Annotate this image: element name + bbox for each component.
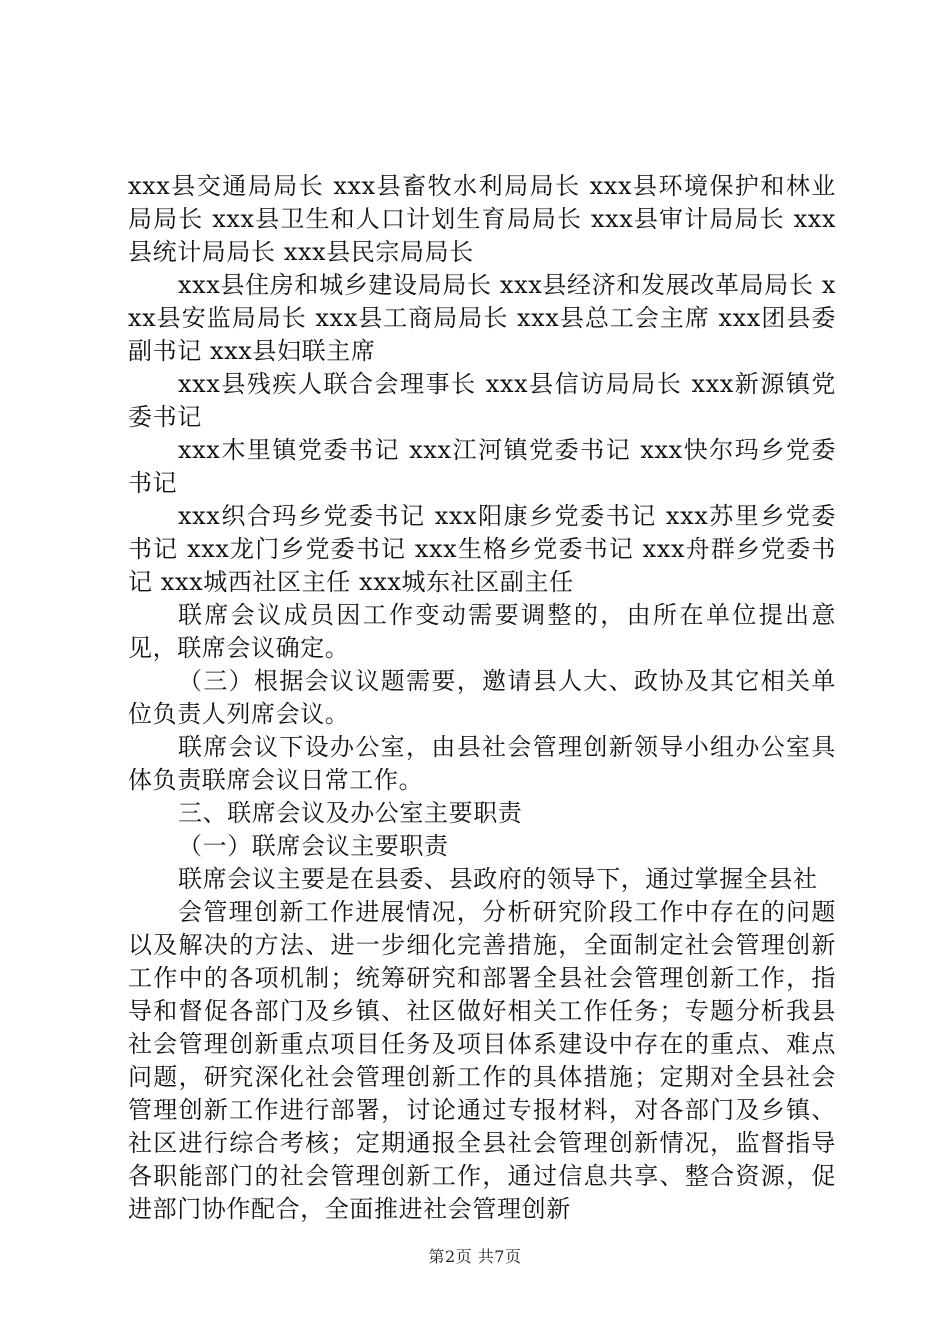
paragraph-office-setup: 联席会议下设办公室，由县社会管理创新领导小组办公室具体负责联席会议日常工作。 — [128, 733, 836, 794]
subsection-heading-meeting-duties: （一）联席会议主要职责 — [178, 832, 449, 860]
paragraph-disabled-federation: xxx县残疾人联合会理事长 xxx县信访局局长 xxx新源镇党委书记 — [128, 370, 836, 431]
paragraph-member-adjustment: 联席会议成员因工作变动需要调整的，由所在单位提出意见，联席会议确定。 — [128, 601, 836, 662]
paragraph-meeting-duties-intro: 联席会议主要是在县委、县政府的领导下，通过掌握全县社 — [178, 865, 818, 893]
paragraph-town-party-secretaries: xxx木里镇党委书记 xxx江河镇党委书记 xxx快尔玛乡党委书记 — [128, 436, 836, 497]
page-number-footer: 第2页 共7页 — [428, 1247, 522, 1266]
document-body — [128, 170, 836, 1226]
paragraph-county-bureau-heads: xxx县交通局局长 xxx县畜牧水利局局长 xxx县环境保护和林业局局长 xxx县卫生和人口计划生育局局长 xxx县审计局局长 xxx县统计局局长 xxx县民宗局局长 — [128, 172, 836, 266]
paragraph-construction-bureau-heads: xxx县住房和城乡建设局局长 xxx县经济和发展改革局局长 xxx县安监局局长 xxx县工商局局长 xxx县总工会主席 xxx团县委副书记 xxx县妇联主席 — [128, 271, 836, 365]
paragraph-meeting-duties-detail: 会管理创新工作进展情况，分析研究阶段工作中存在的问题以及解决的方法、进一步细化完善措施，全面制定社会管理创新工作中的各项机制；统筹研究和部署全县社会管理创新工作，指导和督促各部门及乡镇、社区做好相关工作任务；专题分析我县社会管理创新重点项目任务及项目体系建设中存在的重点、难点问题，研究深化社会管理创新工作的具体措施；定期对全县社会管理创新工作进行部署，讨论通过专报材料，对各部门及乡镇、社区进行综合考核；定期通报全县社会管理创新情况，监督指导各职能部门的社会管理创新工作，通过信息共享、整合资源，促进部门协作配合，全面推进社会管理创新 — [128, 898, 836, 1223]
paragraph-township-party-secretaries: xxx织合玛乡党委书记 xxx阳康乡党委书记 xxx苏里乡党委书记 xxx龙门乡党委书记 xxx生格乡党委书记 xxx舟群乡党委书记 xxx城西社区主任 xxx城东社区副主任 — [128, 502, 836, 596]
paragraph-invited-attendees: （三）根据会议议题需要，邀请县人大、政协及其它相关单位负责人列席会议。 — [128, 667, 836, 728]
section-heading-duties: 三、联席会议及办公室主要职责 — [178, 799, 523, 827]
